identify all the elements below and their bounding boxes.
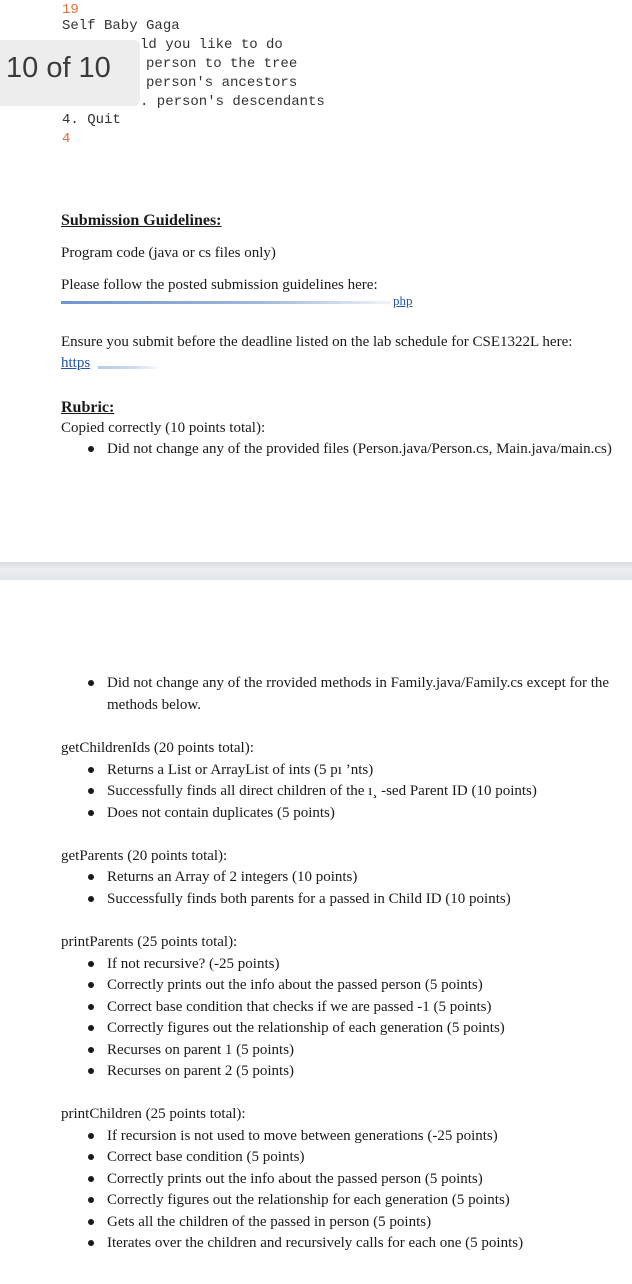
getchildrenids-title: getChildrenIds (20 points total): — [61, 740, 254, 756]
printchildren-title: printChildren (25 points total): — [61, 1106, 246, 1122]
printparents-item: Recurses on parent 2 (5 points) — [107, 1063, 295, 1079]
submission-program-code: Program code (java or cs files only) — [61, 245, 276, 261]
submission-guidelines-link-blurred[interactable] — [61, 301, 391, 304]
bullet-icon — [88, 1219, 94, 1225]
terminal-line-number: 19 — [62, 2, 79, 18]
bullet-icon — [88, 446, 94, 452]
bullet-icon — [88, 1068, 94, 1074]
bullet-icon — [88, 874, 94, 880]
bullet-icon — [88, 896, 94, 902]
bullet-icon — [88, 1197, 94, 1203]
rubric-copied-item-1: Did not change any of the provided files (Person.java/Person.cs, Main.java/main.cs) — [107, 441, 612, 457]
submission-guidelines-link[interactable]: php — [393, 293, 413, 308]
terminal-option-1: person to the tree — [146, 56, 298, 72]
terminal-option-3: . person's descendants — [140, 94, 325, 110]
terminal-user-input: 4 — [62, 131, 71, 147]
printchildren-item: If recursion is not used to move between generations (-25 points) — [107, 1128, 498, 1144]
terminal-name-line: Self Baby Gaga — [62, 18, 180, 34]
getparents-title: getParents (20 points total): — [61, 848, 228, 864]
terminal-option-2: person's ancestors — [146, 75, 298, 91]
getparents-item: Returns an Array of 2 integers (10 points) — [107, 869, 358, 885]
getparents-item: Successfully finds both parents for a passed in Child ID (10 points) — [107, 891, 511, 907]
printparents-item: If not recursive? (-25 points) — [107, 956, 280, 972]
lab-schedule-link-blurred[interactable] — [98, 366, 158, 369]
page-indicator: 10 of 10 — [6, 52, 111, 84]
rubric-heading: Rubric: — [61, 399, 115, 416]
bullet-icon — [88, 1133, 94, 1139]
lab-schedule-link[interactable]: https — [61, 355, 91, 371]
bullet-icon — [88, 810, 94, 816]
bullet-icon — [88, 680, 94, 686]
submission-follow-text: Please follow the posted submission guidelines here: — [61, 277, 378, 293]
printparents-item: Correct base condition that checks if we are passed -1 (5 points) — [107, 999, 492, 1015]
bullet-icon — [88, 961, 94, 967]
rubric-copied-item-2-cont: methods below. — [107, 697, 202, 713]
submission-heading: Submission Guidelines: — [61, 212, 222, 229]
printchildren-item: Gets all the children of the passed in person (5 points) — [107, 1214, 432, 1230]
bullet-icon — [88, 1047, 94, 1053]
getchildrenids-item: Successfully finds all direct children of the ı¸ ‐sed Parent ID (10 points) — [107, 783, 537, 799]
printchildren-item: Correctly figures out the relationship for each generation (5 points) — [107, 1192, 510, 1208]
bullet-icon — [88, 788, 94, 794]
bullet-icon — [88, 1004, 94, 1010]
printparents-title: printParents (25 points total): — [61, 934, 238, 950]
printparents-item: Correctly figures out the relationship of each generation (5 points) — [107, 1020, 505, 1036]
page-break-divider — [0, 562, 632, 580]
bullet-icon — [88, 1154, 94, 1160]
bullet-icon — [88, 1240, 94, 1246]
printchildren-item: Correct base condition (5 points) — [107, 1149, 305, 1165]
printparents-item: Recurses on parent 1 (5 points) — [107, 1042, 295, 1058]
getchildrenids-item: Returns a List or ArrayList of ints (5 pı ’nts) — [107, 762, 374, 778]
submission-ensure-text: Ensure you submit before the deadline listed on the lab schedule for CSE1322L here: — [61, 334, 573, 350]
getchildrenids-item: Does not contain duplicates (5 points) — [107, 805, 335, 821]
bullet-icon — [88, 982, 94, 988]
bullet-icon — [88, 1025, 94, 1031]
printchildren-item: Correctly prints out the info about the passed person (5 points) — [107, 1171, 483, 1187]
rubric-copied-item-2: Did not change any of the rrovided methods in Family.java/Family.cs except for the — [107, 675, 610, 691]
terminal-prompt-line: ld you like to do — [140, 37, 283, 53]
terminal-quit-option: 4. Quit — [62, 112, 121, 128]
printchildren-item: Iterates over the children and recursively calls for each one (5 points) — [107, 1235, 524, 1251]
bullet-icon — [88, 1176, 94, 1182]
bullet-icon — [88, 767, 94, 773]
rubric-copied-title: Copied correctly (10 points total): — [61, 420, 266, 436]
printparents-item: Correctly prints out the info about the passed person (5 points) — [107, 977, 483, 993]
